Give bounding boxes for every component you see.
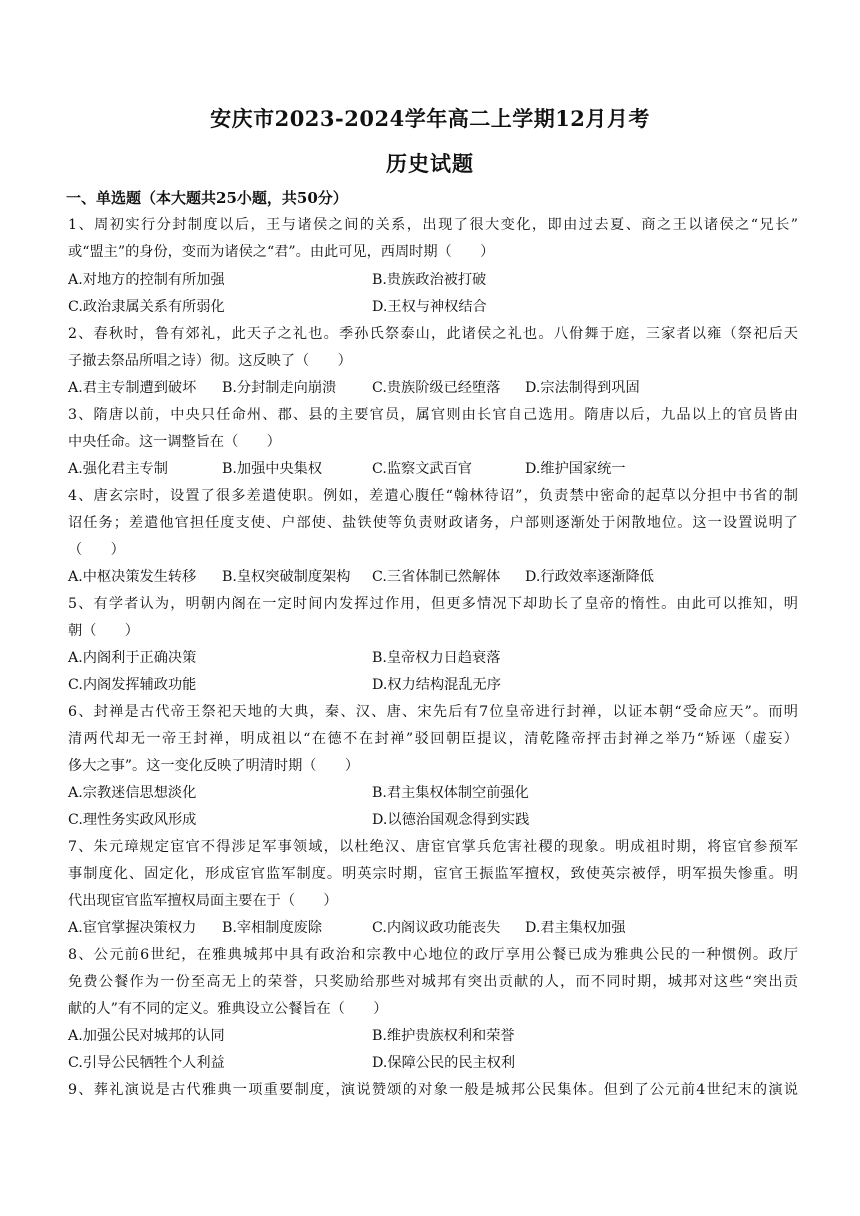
question-3-line-1: 3、隋唐以前，中央只任命州、郡、县的主要官员，属官则由长官自己选用。隋唐以后，九品以上的官员皆由 <box>68 407 798 423</box>
question-5-line-2: 朝（ ） <box>68 623 139 639</box>
question-8-line-2: 免费公餐作为一份至高无上的荣誉，只奖励给那些对城邦有突出贡献的人，而不同时期，城邦对这些“突出贡 <box>68 974 798 990</box>
question-5-option-d[interactable]: D.权力结构混乱无序 <box>372 677 501 693</box>
question-8-line-3: 献的人”有不同的定义。雅典设立公餐旨在（ ） <box>68 1001 388 1017</box>
question-1-option-b[interactable]: B.贵族政治被打破 <box>372 272 487 288</box>
question-9-line-1: 9、葬礼演说是古代雅典一项重要制度，演说赞颂的对象一般是城邦公民集体。但到了公元前4世纪末的演说 <box>68 1082 798 1098</box>
question-4-option-a[interactable]: A.中枢决策发生转移 <box>68 569 197 585</box>
question-5-option-b[interactable]: B.皇帝权力日趋衰落 <box>372 650 501 666</box>
page-subtitle: 历史试题 <box>386 151 474 176</box>
question-7-option-b[interactable]: B.宰相制度废除 <box>222 920 323 936</box>
question-5-line-1: 5、有学者认为，明朝内阁在一定时间内发挥过作用，但更多情况下却助长了皇帝的惰性。由此可以推知，明 <box>68 596 798 612</box>
question-7-option-c[interactable]: C.内阁议政功能丧失 <box>372 920 501 936</box>
question-1-option-a[interactable]: A.对地方的控制有所加强 <box>68 272 225 288</box>
question-2-option-c[interactable]: C.贵族阶级已经堕落 <box>372 380 501 396</box>
question-3-option-a[interactable]: A.强化君主专制 <box>68 461 168 477</box>
question-1-option-d[interactable]: D.王权与神权结合 <box>372 299 487 315</box>
question-4-line-2: 诏任务；差遣他官担任度支使、户部使、盐铁使等负责财政诸务，户部则逐渐处于闲散地位。这一设置说明了 <box>68 515 798 531</box>
question-7-line-1: 7、朱元璋规定宦官不得涉足军事领域，以杜绝汉、唐宦官掌兵危害社稷的现象。明成祖时期，将宦官参预军 <box>68 839 798 855</box>
question-1-line-1: 1、周初实行分封制度以后，王与诸侯之间的关系，出现了很大变化，即由过去夏、商之王以诸侯之“兄长” <box>68 217 798 233</box>
question-6-line-2: 清两代却无一帝王封禅，明成祖以“在德不在封禅”驳回朝臣提议，清乾隆帝抨击封禅之举乃“矫诬（虚妄） <box>68 731 798 747</box>
question-7-option-a[interactable]: A.宦官掌握决策权力 <box>68 920 197 936</box>
question-1-line-2: 或“盟主”的身份，变而为诸侯之“君”。由此可见，西周时期（ ） <box>68 244 495 260</box>
question-3-option-b[interactable]: B.加强中央集权 <box>222 461 323 477</box>
question-4-option-c[interactable]: C.三省体制已然解体 <box>372 569 501 585</box>
question-6-option-d[interactable]: D.以德治国观念得到实践 <box>372 812 530 828</box>
question-8-line-1: 8、公元前6世纪，在雅典城邦中具有政治和宗教中心地位的政厅享用公餐已成为雅典公民的一种惯例。政厅 <box>68 947 798 963</box>
question-3-line-2: 中央任命。这一调整旨在（ ） <box>68 434 281 450</box>
question-4-option-d[interactable]: D.行政效率逐渐降低 <box>525 569 654 585</box>
question-1-option-c[interactable]: C.政治隶属关系有所弱化 <box>68 299 225 315</box>
question-3-option-c[interactable]: C.监察文武百官 <box>372 461 472 477</box>
question-8-option-b[interactable]: B.维护贵族权利和荣誉 <box>372 1028 515 1044</box>
question-6-option-c[interactable]: C.理性务实政风形成 <box>68 812 197 828</box>
page-title: 安庆市2023-2024学年高二上学期12月月考 <box>210 106 650 131</box>
question-5-option-a[interactable]: A.内阁利于正确决策 <box>68 650 197 666</box>
question-4-line-1: 4、唐玄宗时，设置了很多差遣使职。例如，差遣心腹任“翰林待诏”，负责禁中密命的起草以分担中书省的制 <box>68 488 798 504</box>
question-7-line-2: 事制度化、固定化，形成宦官监军制度。明英宗时期，宦官王振监军擅权，致使英宗被俘，明军损失惨重。明 <box>68 866 798 882</box>
section-heading: 一、单选题（本大题共25小题，共50分） <box>66 189 348 207</box>
question-2-option-a[interactable]: A.君主专制遭到破坏 <box>68 380 197 396</box>
question-6-option-a[interactable]: A.宗教迷信思想淡化 <box>68 785 197 801</box>
question-4-line-3: （ ） <box>68 542 125 558</box>
question-2-line-2: 子撤去祭品所唱之诗）彻。这反映了（ ） <box>68 353 352 369</box>
question-2-line-1: 2、春秋时，鲁有郊礼，此天子之礼也。季孙氏祭泰山，此诸侯之礼也。八佾舞于庭，三家者以雍（祭祀后天 <box>68 326 798 342</box>
question-6-line-1: 6、封禅是古代帝王祭祀天地的大典，秦、汉、唐、宋先后有7位皇帝进行封禅，以证本朝“受命应天”。而明 <box>68 704 798 720</box>
question-8-option-c[interactable]: C.引导公民牺牲个人利益 <box>68 1055 225 1071</box>
question-6-option-b[interactable]: B.君主集权体制空前强化 <box>372 785 529 801</box>
question-7-option-d[interactable]: D.君主集权加强 <box>525 920 626 936</box>
question-8-option-a[interactable]: A.加强公民对城邦的认同 <box>68 1028 225 1044</box>
question-8-option-d[interactable]: D.保障公民的民主权利 <box>372 1055 516 1071</box>
question-6-line-3: 侈大之事”。这一变化反映了明清时期（ ） <box>68 758 360 774</box>
question-2-option-b[interactable]: B.分封制走向崩溃 <box>222 380 337 396</box>
question-2-option-d[interactable]: D.宗法制得到巩固 <box>525 380 640 396</box>
question-3-option-d[interactable]: D.维护国家统一 <box>525 461 626 477</box>
question-5-option-c[interactable]: C.内阁发挥辅政功能 <box>68 677 197 693</box>
question-4-option-b[interactable]: B.皇权突破制度架构 <box>222 569 351 585</box>
question-7-line-3: 代出现宦官监军擅权局面主要在于（ ） <box>68 893 338 909</box>
